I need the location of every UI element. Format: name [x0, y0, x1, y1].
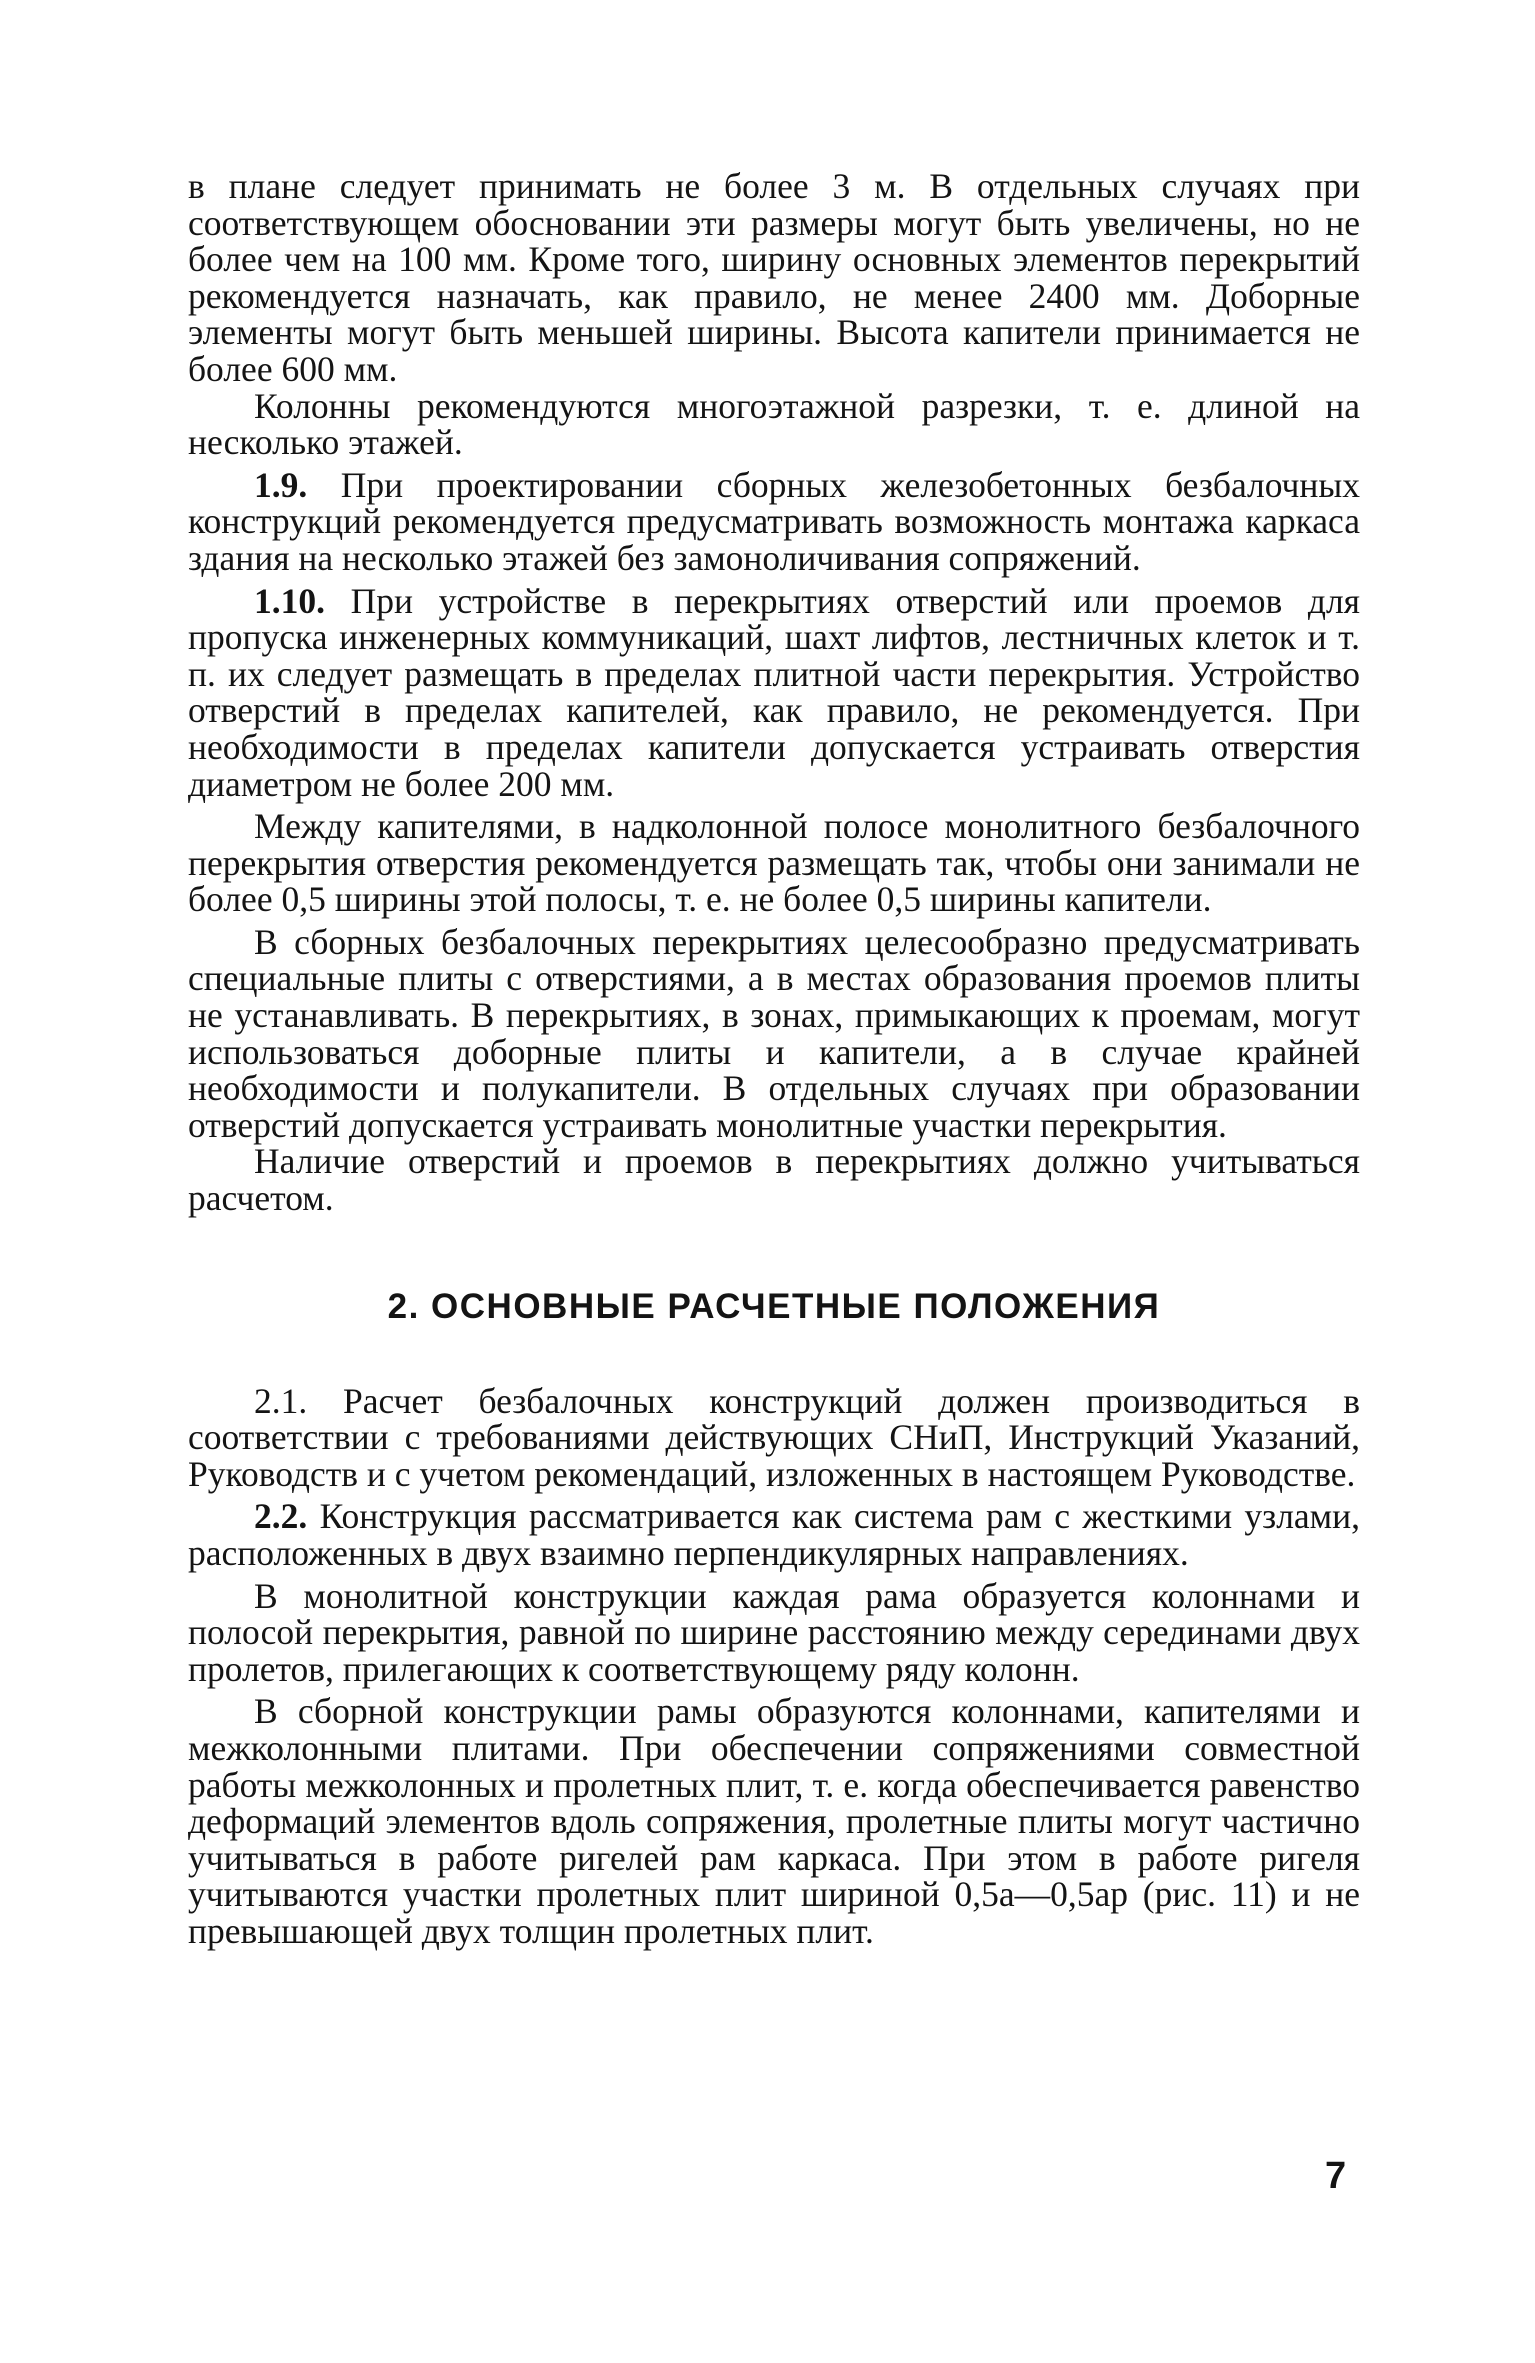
- paragraph-monolithic-frame: В монолитной конструкции каждая рама образуется колоннами и полосой перекрытия, равной по ширине расстоянию между серединами двух пролетов, прилегающих к соответствующему ряду колонн.: [188, 1575, 1360, 1689]
- paragraph-openings-presence: Наличие отверстий и проемов в перекрытиях должно учитываться расчетом.: [188, 1141, 1360, 1219]
- paragraph-columns: Колонны рекомендуются многоэтажной разрезки, т. е. длиной на несколько этажей.: [188, 385, 1360, 463]
- paragraph-2-2: [188, 1498, 1360, 1571]
- paragraph-between-capitals: Между капителями, в надколонной полосе монолитного безбалочного перекрытия отверстия рекомендуется размещать так, чтобы они занимали не более 0,5 ширины этой полосы, т. е. не более 0,5 ширины капители.: [188, 806, 1360, 920]
- clause-text: Расчет безбалочных конструкций должен производиться в соответствии с требованиями действующих СНиП, Инструкций Указаний, Руководств и с учетом рекомендаций, изложенных в настоящем Руководстве.: [188, 1380, 1361, 1494]
- page-number: 7: [1325, 2155, 1347, 2197]
- section-heading: 2. ОСНОВНЫЕ РАСЧЕТНЫЕ ПОЛОЖЕНИЯ: [387, 1286, 1161, 1326]
- clause-text: При проектировании сборных железобетонных безбалочных конструкций рекомендуется предусматривать возможность монтажа каркаса здания на несколько этажей без замоноличивания сопряжений.: [188, 464, 1361, 578]
- document-page: [188, 168, 1360, 1950]
- paragraph-prefab-frame: В сборной конструкции рамы образуются колоннами, капителями и межколонными плитами. При обеспечении сопряжениями совместной работы межколонных и пролетных плит, т. е. когда обеспечивается равенство деформаций элементов вдоль сопряжения, пролетные плиты могут частично учитываться в работе ригелей рам каркаса. При этом в работе ригеля учитываются участки пролетных плит шириной 0,5a—0,5aр (рис. 11) и не превышающей двух толщин пролетных плит.: [188, 1691, 1360, 1951]
- clause-text: При устройстве в перекрытиях отверстий или проемов для пропуска инженерных коммуникаций, шахт лифтов, лестничных клеток и т. п. их следует размещать в пределах плитной части перекрытия. Устройство отверстий в пределах капителей, как правило, не рекомендуется. При необходимости в пределах капители допускается устраивать отверстия диаметром не более 200 мм.: [188, 580, 1360, 804]
- paragraph-1-9: [188, 464, 1361, 578]
- paragraph-prefab-floors: В сборных безбалочных перекрытиях целесообразно предусматривать специальные плиты с отверстиями, а в местах образования проемов плиты не устанавливать. В перекрытиях, в зонах, примыкающих к проемам, могут использоваться доборные плиты и капители, а в случае крайней необходимости и полукапители. В отдельных случаях при образовании отверстий допускается устраивать монолитные участки перекрытия.: [188, 921, 1360, 1145]
- paragraph-2-1: [188, 1380, 1361, 1494]
- paragraph-1-10: [188, 580, 1360, 804]
- clause-number: 1.9.: [254, 464, 308, 505]
- clause-number: 1.10.: [254, 580, 325, 621]
- paragraph-continued: в плане следует принимать не более 3 м. В отдельных случаях при соответствующем обосновании эти размеры могут быть увеличены, но не более чем на 100 мм. Кроме того, ширину основных элементов перекрытий рекомендуется назначать, как правило, не менее 2400 мм. Доборные элементы могут быть меньшей ширины. Высота капители принимается не более 600 мм.: [188, 166, 1360, 389]
- clause-number: 2.2.: [254, 1496, 308, 1537]
- clause-number: 2.1.: [254, 1380, 308, 1421]
- clause-text: Конструкция рассматривается как система рам с жесткими узлами, расположенных в двух взаимно перпендикулярных направлениях.: [188, 1496, 1361, 1573]
